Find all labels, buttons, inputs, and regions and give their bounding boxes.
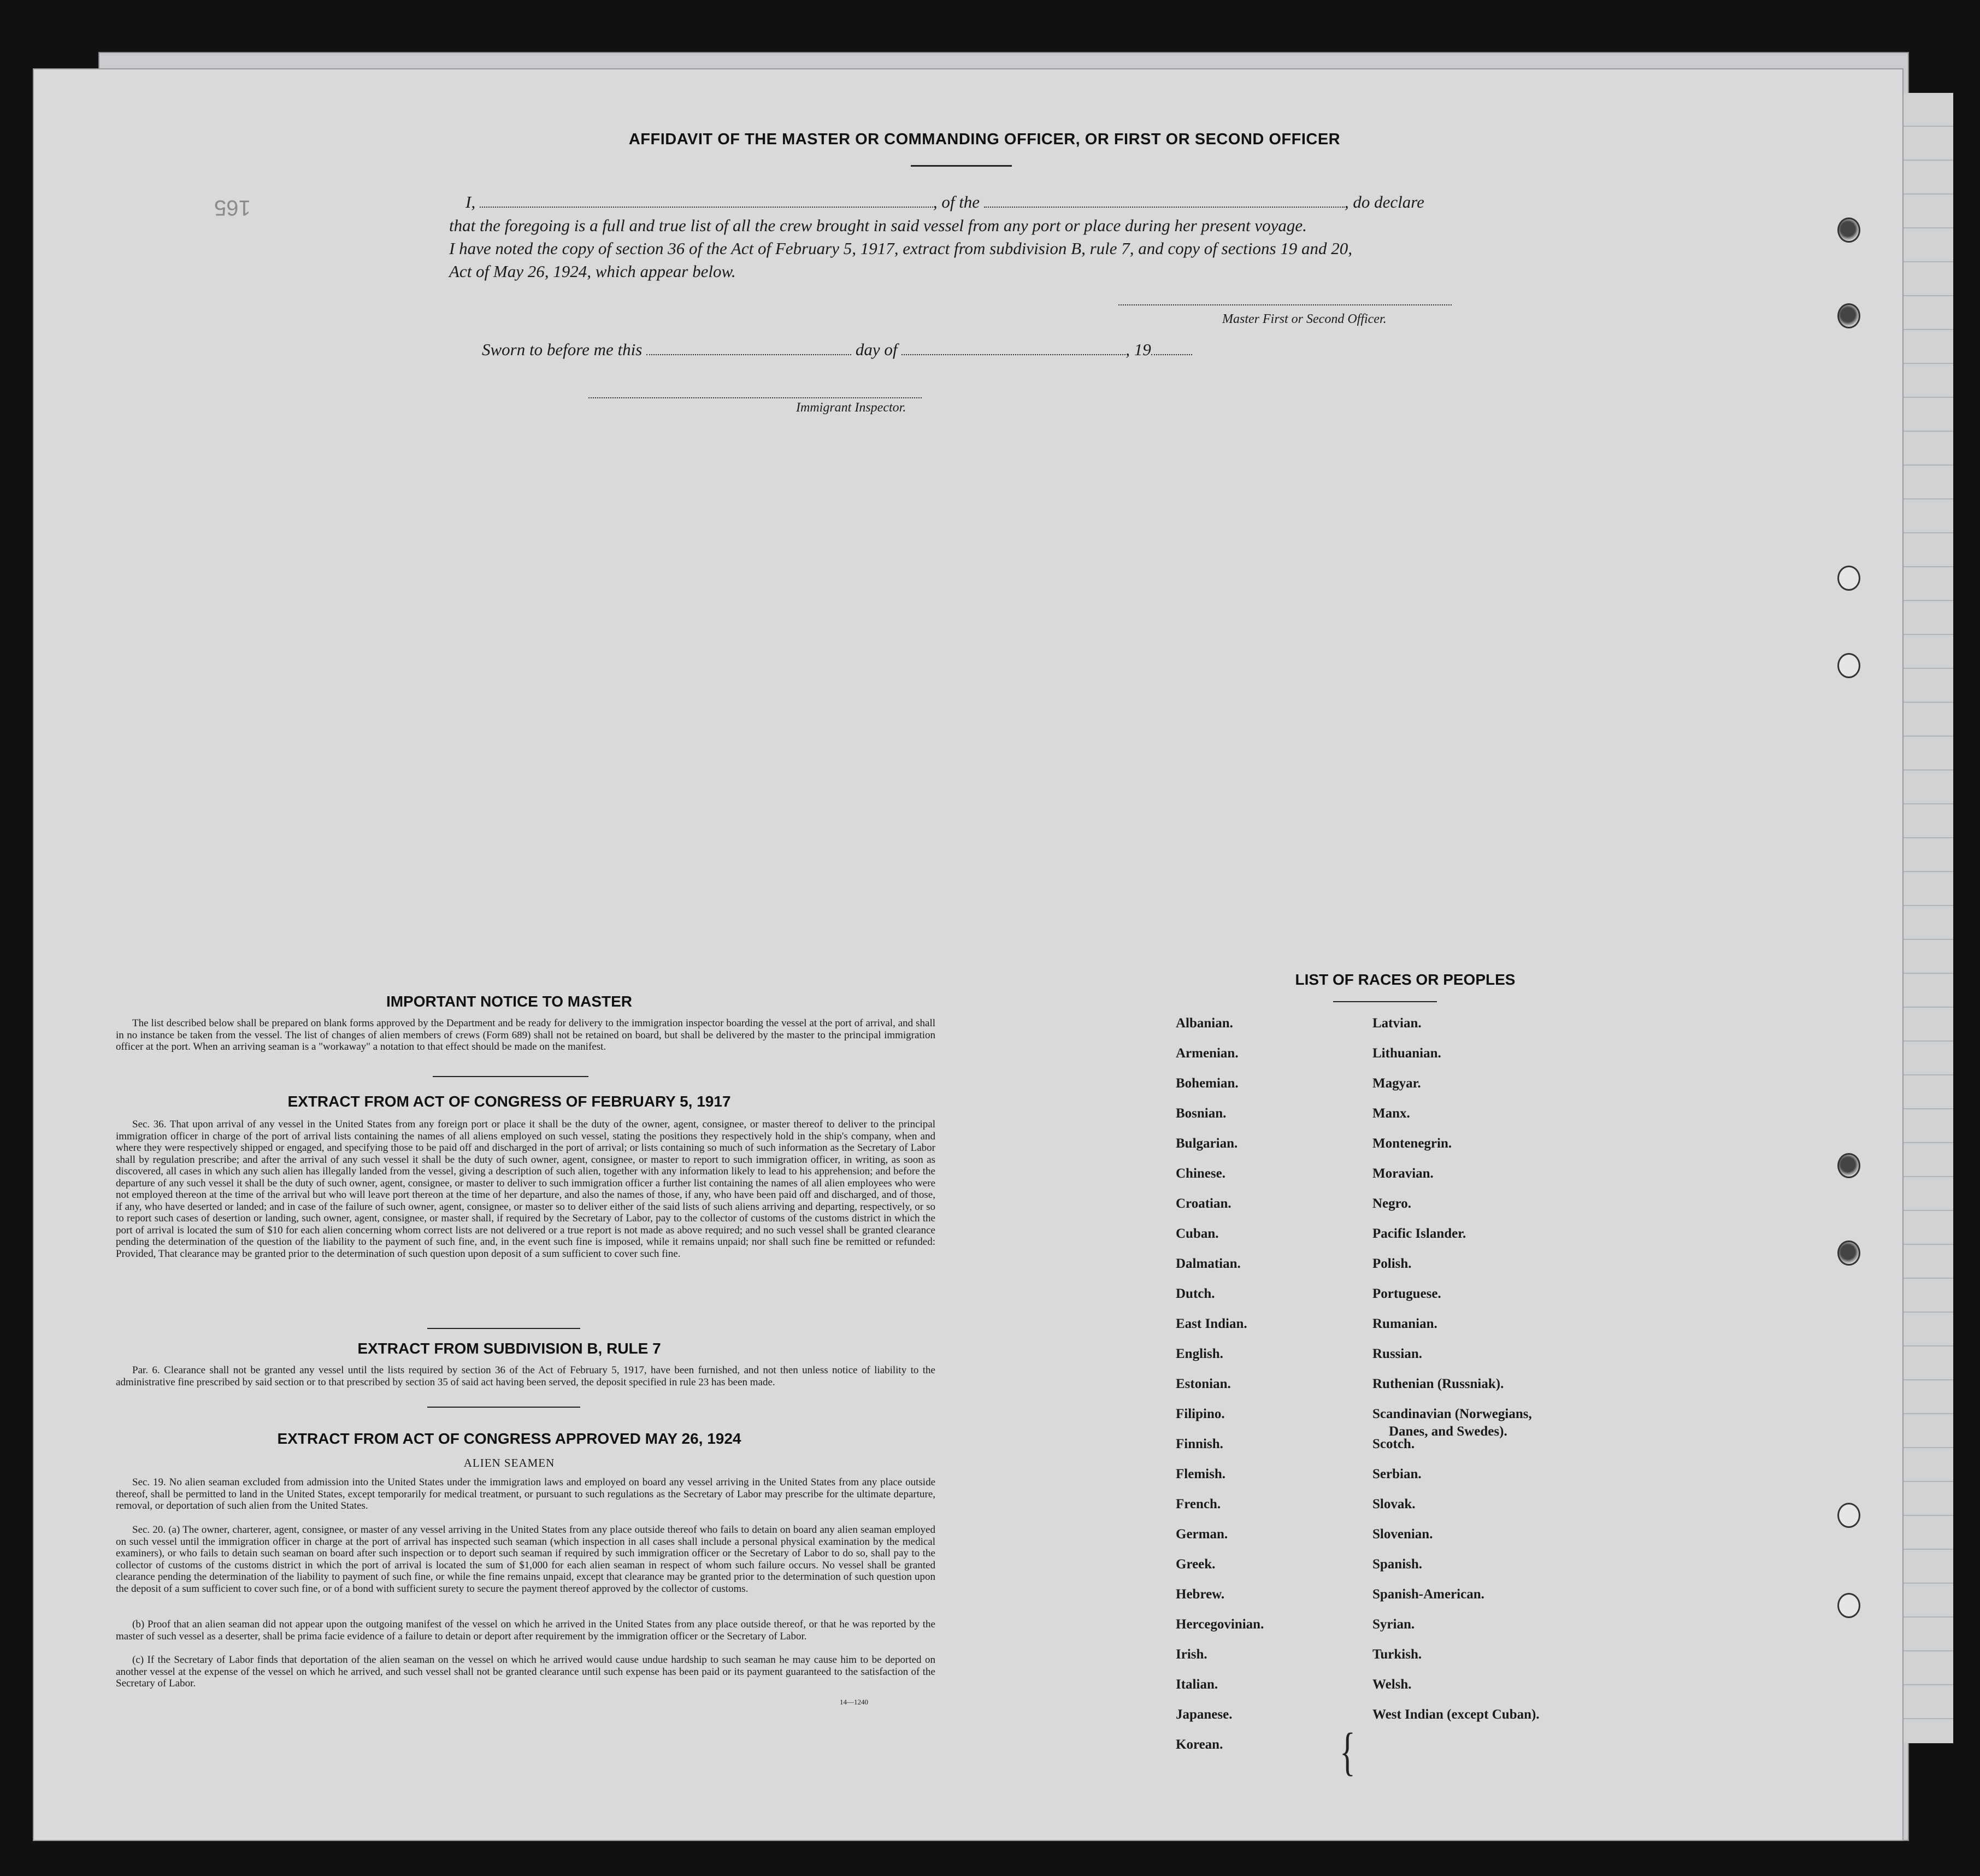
affidavit-title: AFFIDAVIT OF THE MASTER OR COMMANDING OFFICER, OR FIRST OR SECOND OFFICER bbox=[628, 131, 1341, 148]
inspector-label: Immigrant Inspector. bbox=[796, 401, 906, 415]
form-page bbox=[33, 68, 1904, 1841]
binder-hole bbox=[1837, 1240, 1860, 1266]
sworn-prefix: Sworn to before me this bbox=[482, 340, 643, 359]
race-item: Latvian. bbox=[1372, 1016, 1422, 1031]
race-item: Dalmatian. bbox=[1176, 1256, 1241, 1271]
sworn-year-field[interactable] bbox=[1151, 342, 1192, 355]
sworn-year-label: , 19 bbox=[1125, 340, 1151, 359]
races-title: LIST OF RACES OR PEOPLES bbox=[1295, 971, 1516, 988]
race-item: French. bbox=[1176, 1497, 1221, 1512]
race-item: Slovenian. bbox=[1372, 1527, 1433, 1542]
race-item: Filipino. bbox=[1176, 1407, 1225, 1421]
master-name-field[interactable] bbox=[480, 195, 933, 208]
binder-hole bbox=[1837, 566, 1860, 591]
of-the-label: , of the bbox=[933, 192, 980, 211]
race-item: Moravian. bbox=[1372, 1166, 1434, 1181]
race-item: Syrian. bbox=[1372, 1617, 1415, 1632]
sec20a-body: Sec. 20. (a) The owner, charterer, agent, consignee, or master of any vessel arriving in the United States from any place outside thereof who fails to detain on board any alien seaman employed on such vessel until the immigration officer in charge at the port of arrival has inspected such seaman (which inspection in all cases shall include a personal physical examination by the medical examiners), or who fails to detain such seaman on board after such inspection or to deport such seaman if required by such immigration officer or the Secretary of Labor to do so, shall pay to the collector of customs of the customs district in which the port of arrival is located the sum of $1,000 for each alien seaman in respect of whom such failure occurs. No vessel shall be granted clearance pending the determination of the liability to payment of such fine, or while the fine remains unpaid, except that clearance may be granted prior to the determination of such question upon the deposit of a sum sufficient to cover such fine, or of a bond with sufficient surety to secure the payment thereof approved by the collector of customs. bbox=[116, 1524, 935, 1595]
race-item: Negro. bbox=[1372, 1196, 1412, 1211]
race-item: Danes, and Swedes). bbox=[1389, 1424, 1507, 1439]
race-item: English. bbox=[1176, 1346, 1223, 1361]
affidavit-line-4: Act of May 26, 1924, which appear below. bbox=[449, 262, 736, 281]
race-item: Serbian. bbox=[1372, 1467, 1422, 1481]
race-item: Scotch. bbox=[1372, 1437, 1415, 1451]
binder-hole bbox=[1837, 653, 1860, 678]
race-item: Bosnian. bbox=[1176, 1106, 1227, 1121]
race-item: Korean. bbox=[1176, 1737, 1223, 1752]
race-item: Manx. bbox=[1372, 1106, 1410, 1121]
races-title-rule bbox=[1333, 1001, 1437, 1002]
extract-1917-body: Sec. 36. That upon arrival of any vessel in the United States from any foreign port or place it shall be the duty of the owner, agent, consignee, or master thereof to deliver to the principal immigration officer in charge of the port of arrival lists containing the names of all aliens employed on such vessel, stating the positions they respectively hold in the ship's company, when and where they were respectively shipped or engaged, and specifying those to be paid off and discharged in the port of arrival; or lists containing so much of such information as the Secretary of Labor shall by regulation prescribe; and after the arrival of any such vessel it shall be the duty of such owner, agent, consignee, or master to report to such immigration officer, in writing, as soon as discovered, all cases in which any such alien has illegally landed from the vessel, giving a description of such alien, together with any information likely to lead to his apprehension; and before the departure of any such vessel it shall be the duty of such owner, agent, consignee, or master to deliver to such immigration officer a further list containing the names of all alien employees who were not employed thereon at the time of the arrival but who will leave port thereon at the time of her departure, and also the names of those, if any, who have been paid off and discharged, and of those, if any, who have deserted or landed; and in case of the failure of such owner, agent, consignee, or master so to deliver either of the said lists of such aliens arriving and departing, respectively, or so to report such cases of desertion or landing, such owner, agent, consignee, or master shall, if required by the Secretary of Labor, pay to the collector of customs of the customs district in which the port of arrival is located the sum of $10 for each alien concerning whom correct lists are not delivered or a true report is not made as above required; and no such vessel shall be granted clearance pending the determination of the question of the liability to the payment of such fine, and, in the event such fine is imposed, while it remains unpaid; nor shall such fine be remitted or refunded: Provided, That clearance may be granted prior to the determination of such question upon deposit of a sum sufficient to cover such fine. bbox=[116, 1119, 935, 1260]
race-item: Greek. bbox=[1176, 1557, 1216, 1572]
race-item: Bohemian. bbox=[1176, 1076, 1239, 1091]
alien-seamen-subtitle: ALIEN SEAMEN bbox=[463, 1456, 555, 1469]
race-item: Slovak. bbox=[1372, 1497, 1416, 1512]
sworn-month-field[interactable] bbox=[901, 342, 1125, 355]
race-item: Magyar. bbox=[1372, 1076, 1421, 1091]
brace-mark: { bbox=[1340, 1722, 1356, 1781]
race-item: Scandinavian (Norwegians, bbox=[1372, 1407, 1532, 1421]
sworn-day-field[interactable] bbox=[646, 342, 851, 355]
race-item: Finnish. bbox=[1176, 1437, 1223, 1451]
declare-label: , do declare bbox=[1344, 192, 1424, 211]
binder-hole bbox=[1837, 1503, 1860, 1528]
race-item: Flemish. bbox=[1176, 1467, 1225, 1481]
binder-hole bbox=[1837, 303, 1860, 328]
sec19-body: Sec. 19. No alien seaman excluded from admission into the United States under the immigration laws and employed on board any vessel arriving in the United States from any place outside thereof, shall be permitted to land in the United States, except temporarily for medical treatment, or pursuant to such regulations as the Secretary of Labor may prescribe for the ultimate departure, removal, or deportation of such alien from the United States. bbox=[116, 1477, 935, 1512]
divider-1 bbox=[433, 1076, 588, 1077]
race-item: Cuban. bbox=[1176, 1226, 1219, 1241]
race-item: Italian. bbox=[1176, 1677, 1218, 1692]
race-item: Russian. bbox=[1372, 1346, 1423, 1361]
race-item: Pacific Islander. bbox=[1372, 1226, 1466, 1241]
affidavit-line-3: I have noted the copy of section 36 of the Act of February 5, 1917, extract from subdivision B, rule 7, and copy of sections 19 and 20, bbox=[449, 239, 1353, 258]
master-signature-label: Master First or Second Officer. bbox=[1222, 312, 1387, 326]
affidavit-line-2: that the foregoing is a full and true list of all the crew brought in said vessel from any port or place during her present voyage. bbox=[449, 216, 1307, 235]
binder-hole bbox=[1837, 1153, 1860, 1178]
extract-1917-title: EXTRACT FROM ACT OF CONGRESS OF FEBRUARY 5, 1917 bbox=[287, 1093, 731, 1110]
margin-number: 165 bbox=[214, 196, 251, 220]
race-item: Portuguese. bbox=[1372, 1286, 1441, 1301]
divider-2 bbox=[427, 1328, 580, 1329]
race-item: Spanish-American. bbox=[1372, 1587, 1484, 1602]
vessel-name-field[interactable] bbox=[984, 195, 1345, 208]
binder-hole bbox=[1837, 217, 1860, 243]
race-item: Rumanian. bbox=[1372, 1316, 1437, 1331]
notice-title: IMPORTANT NOTICE TO MASTER bbox=[386, 993, 633, 1010]
race-item: Welsh. bbox=[1372, 1677, 1412, 1692]
race-item: Estonian. bbox=[1176, 1377, 1231, 1391]
race-item: Lithuanian. bbox=[1372, 1046, 1441, 1061]
affidavit-line-1 bbox=[465, 192, 1424, 212]
binder-hole bbox=[1837, 1593, 1860, 1618]
race-item: Spanish. bbox=[1372, 1557, 1423, 1572]
race-item: Croatian. bbox=[1176, 1196, 1231, 1211]
extract-1924-title: EXTRACT FROM ACT OF CONGRESS APPROVED MAY 26, 1924 bbox=[277, 1430, 741, 1447]
sec20c-body: (c) If the Secretary of Labor finds that deportation of the alien seaman on the vessel on which he arrived would cause undue hardship to such seaman he may cause him to be deported on another vessel at the expense of the vessel on which he arrived, and such vessel shall not be granted clearance until such expense has been paid or its payment guaranteed to the satisfaction of the Secretary of Labor. bbox=[116, 1654, 935, 1689]
race-item: East Indian. bbox=[1176, 1316, 1247, 1331]
race-item: Japanese. bbox=[1176, 1707, 1233, 1722]
race-item: Dutch. bbox=[1176, 1286, 1215, 1301]
race-item: Irish. bbox=[1176, 1647, 1207, 1662]
inspector-signature-line[interactable] bbox=[588, 397, 922, 398]
race-item: Polish. bbox=[1372, 1256, 1412, 1271]
race-item: West Indian (except Cuban). bbox=[1372, 1707, 1540, 1722]
race-item: Hercegovinian. bbox=[1176, 1617, 1264, 1632]
sworn-day-of: day of bbox=[855, 340, 898, 359]
extract-rule7-title: EXTRACT FROM SUBDIVISION B, RULE 7 bbox=[357, 1340, 661, 1357]
sec20b-body: (b) Proof that an alien seaman did not appear upon the outgoing manifest of the vessel on which he arrived in the United States from any place outside thereof, or that he was reported by the master of such vessel as a deserter, shall be prima facie evidence of a failure to detain or deport after requirement by the immigration officer or the Secretary of Labor. bbox=[116, 1619, 935, 1642]
race-item: Ruthenian (Russniak). bbox=[1372, 1377, 1504, 1391]
race-item: Armenian. bbox=[1176, 1046, 1239, 1061]
race-item: Albanian. bbox=[1176, 1016, 1233, 1031]
notice-body: The list described below shall be prepared on blank forms approved by the Department and be ready for delivery to the immigration inspector boarding the vessel at the port of arrival, and shall in no instance be taken from the vessel. The list of changes of alien members of crews (Form 689) shall not be retained on board, but shall be delivered by the master to the principal immigration officer at the port. When an arriving seaman is a "workaway" a notation to that effect should be made on the manifest. bbox=[116, 1018, 935, 1052]
master-signature-line[interactable] bbox=[1118, 304, 1452, 305]
sworn-line bbox=[482, 340, 1192, 360]
title-rule bbox=[911, 165, 1012, 167]
race-item: Montenegrin. bbox=[1372, 1136, 1452, 1151]
extract-rule7-body: Par. 6. Clearance shall not be granted any vessel until the lists required by section 36 of the Act of February 5, 1917, have been furnished, and not then unless notice of liability to the administrative fine prescribed by said section or to that prescribed by section 35 of said act having been served, the deposit specified in rule 23 has been made. bbox=[116, 1365, 935, 1388]
form-number: 14—1240 bbox=[840, 1698, 868, 1706]
race-item: German. bbox=[1176, 1527, 1228, 1542]
race-item: Bulgarian. bbox=[1176, 1136, 1238, 1151]
race-item: Turkish. bbox=[1372, 1647, 1422, 1662]
race-item: Hebrew. bbox=[1176, 1587, 1225, 1602]
divider-3 bbox=[427, 1407, 580, 1408]
affidavit-i-label: I, bbox=[465, 192, 476, 211]
race-item: Chinese. bbox=[1176, 1166, 1225, 1181]
